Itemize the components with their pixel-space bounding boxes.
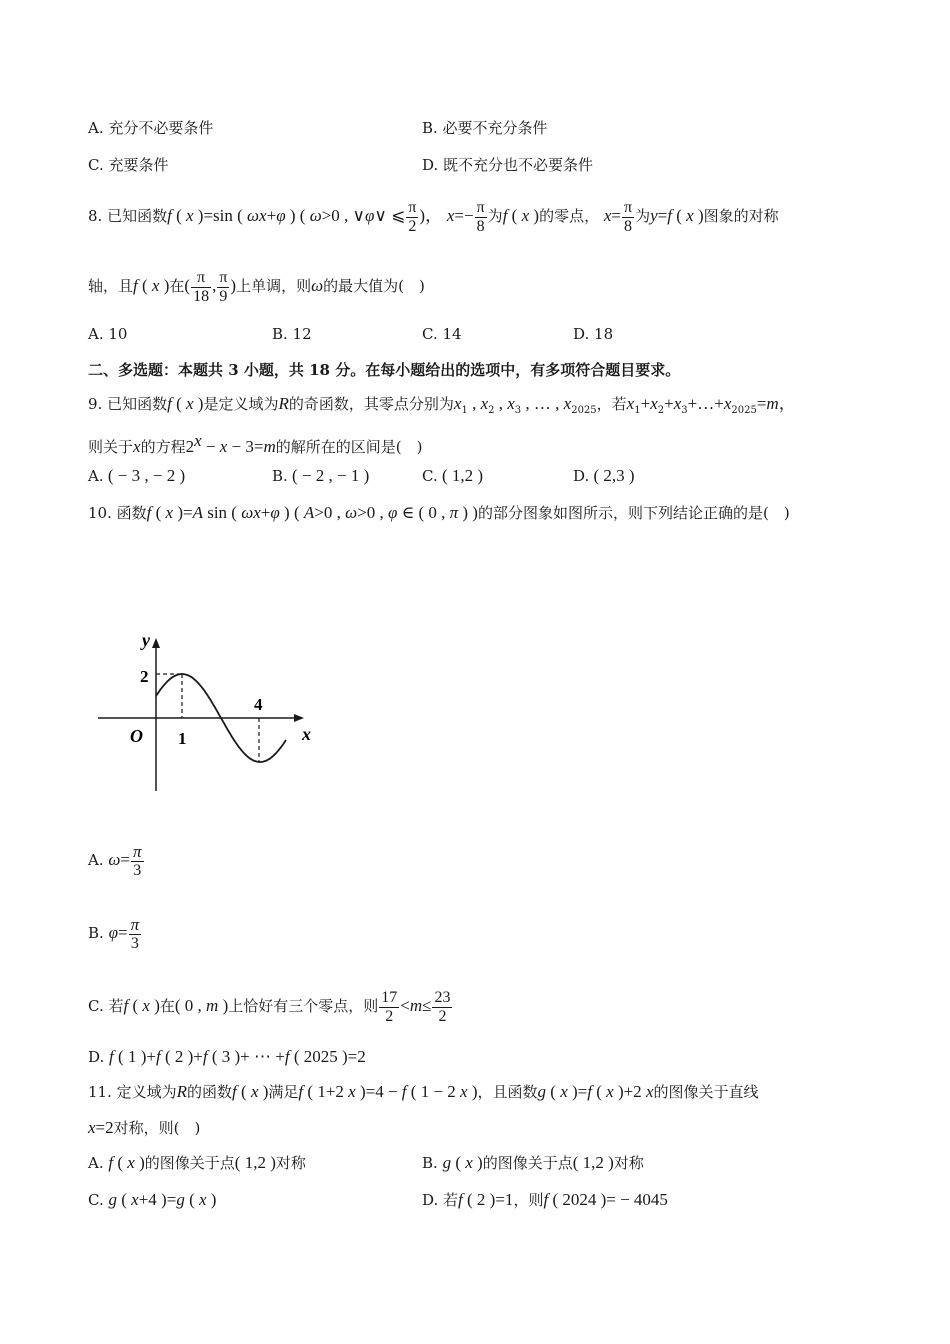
origin-label: O (130, 726, 143, 746)
q7-option-a: A. 充分不必要条件 (88, 119, 214, 137)
x1-tick-label: 1 (178, 729, 187, 748)
q9-option-a: A. ( − 3 , − 2 ) (88, 466, 186, 485)
q7-option-d: D. 既不充分也不必要条件 (422, 156, 594, 174)
y-axis-label: y (142, 630, 150, 650)
q10-option-d: D. f ( 1 )+f ( 2 )+f ( 3 )+ ⋯ +f ( 2025 )=2 (88, 1047, 366, 1066)
q11-option-d: D. 若f ( 2 )=1，则f ( 2024 )= − 4045 (422, 1190, 668, 1209)
q10-option-b: B. φ= $\frac{\pi}{3}$ (88, 914, 140, 952)
q8-option-a: A. 10 (88, 325, 128, 343)
q11-option-c: C. g ( x+4 )=g ( x ) (88, 1190, 217, 1209)
q9-stem-line1: 9. 已知函数f ( x )是定义域为R的奇函数，其零点分别为$x_1$ , $x_2$ , $x_3$ , … , $x_{2025}$，若$x_1+x_2+x_3+\dots+x_{2025}=m$， (88, 394, 796, 416)
x-axis-arrow (294, 714, 304, 722)
q9-stem-line2: 则关于x的方程$2^x - x - 3=m$的解所在的区间是( ) (88, 431, 423, 456)
x4-tick-label: 4 (254, 695, 263, 714)
q11-option-b: B. g ( x )的图像关于点( 1,2 )对称 (422, 1153, 644, 1172)
q10-stem: 10. 函数f ( x )=A sin ( ωx+φ ) ( A>0 , ω>0 , φ ∈ ( 0 , π ) )的部分图象如图所示，则下列结论正确的是( ) (88, 503, 790, 522)
y-axis-arrow (152, 638, 160, 648)
q8-option-c: C. 14 (422, 325, 462, 343)
q9-option-b: B. ( − 2 , − 1 ) (272, 466, 370, 485)
max-value-label: 2 (140, 667, 149, 686)
q11-stem-line2: x=2对称，则( ) (88, 1118, 201, 1137)
q9-option-c: C. ( 1,2 ) (422, 466, 484, 485)
q8-option-b: B. 12 (272, 325, 312, 343)
q10-option-a: A. ω= $\frac{\pi}{3}$ (88, 841, 142, 879)
q7-option-b: B. 必要不充分条件 (422, 119, 548, 137)
q7-option-c: C. 充要条件 (88, 156, 169, 174)
q8-stem-line1: 8. 已知函数f ( x )=sin ( ωx+φ ) ( ω>0 , ∨φ∨ ⩽ $\frac{\pi}{2}$ )， x=− $\frac{\pi}{8}$ 为f ( x )的零点， x= $\frac{\pi}{8}$ 为y=f ( x )图象的对称 (88, 198, 779, 235)
q11-stem-line1: 11. 定义域为R的函数f ( x )满足f ( 1+2 x )=4 − f ( 1 − 2 x )，且函数g ( x )=f ( x )+2 x的图像关于直线 (88, 1082, 759, 1101)
section-2-title: 二、多选题：本题共 3 小题，共 18 分。在每小题给出的选项中，有多项符合题目要求。 (88, 361, 681, 379)
q10-option-c: C. 若f ( x )在( 0 , m )上恰好有三个零点，则 $\frac{17}{2}$ <m≤ $\frac{23}{2}$ (88, 988, 451, 1025)
q11-option-a: A. f ( x )的图像关于点( 1,2 )对称 (88, 1153, 306, 1172)
sine-graph (92, 626, 332, 801)
x-axis-label: x (302, 724, 311, 744)
q8-stem-line2: 轴，且f ( x )在( $\frac{\pi}{18}$ , $\frac{\pi}{9}$ )上单调，则ω的最大值为( ) (88, 268, 425, 305)
q8-option-d: D. 18 (573, 325, 614, 343)
q9-option-d: D. ( 2,3 ) (573, 466, 635, 485)
